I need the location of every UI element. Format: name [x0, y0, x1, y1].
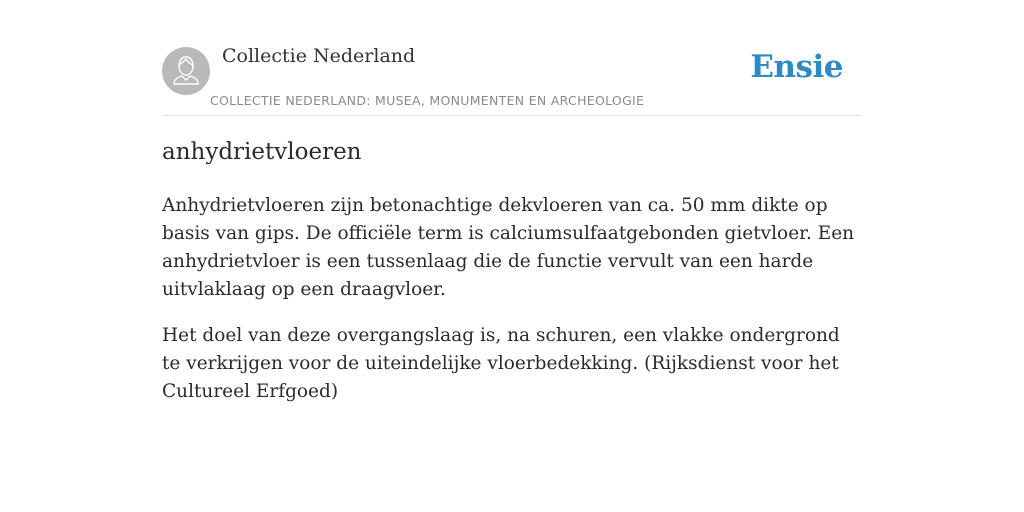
avatar[interactable] [162, 47, 210, 95]
author-name[interactable]: Collectie Nederland [222, 45, 416, 67]
article-paragraph: Anhydrietvloeren zijn betonachtige dekvloeren van ca. 50 mm dikte op basis van gips. De officiële term is calciumsulfaatgebonden gietvloer. Een anhydrietvloer is een tussenlaag die de functie vervult van een harde uitvlaklaag op een draagvloer. [162, 195, 855, 300]
user-silhouette-icon [162, 47, 210, 95]
header [162, 0, 862, 116]
page-title: anhydrietvloeren [162, 139, 362, 165]
content-container [162, 0, 862, 402]
article-paragraph: Het doel van deze overgangslaag is, na schuren, een vlakke ondergrond te verkrijgen voor de uiteindelijke vloerbedekking. (Rijksdienst voor het Cultureel Erfgoed) [162, 325, 840, 402]
article-body [162, 192, 862, 424]
ensie-logo[interactable]: Ensie [750, 49, 843, 85]
author-subtitle: COLLECTIE NEDERLAND: MUSEA, MONUMENTEN EN ARCHEOLOGIE [210, 93, 645, 108]
